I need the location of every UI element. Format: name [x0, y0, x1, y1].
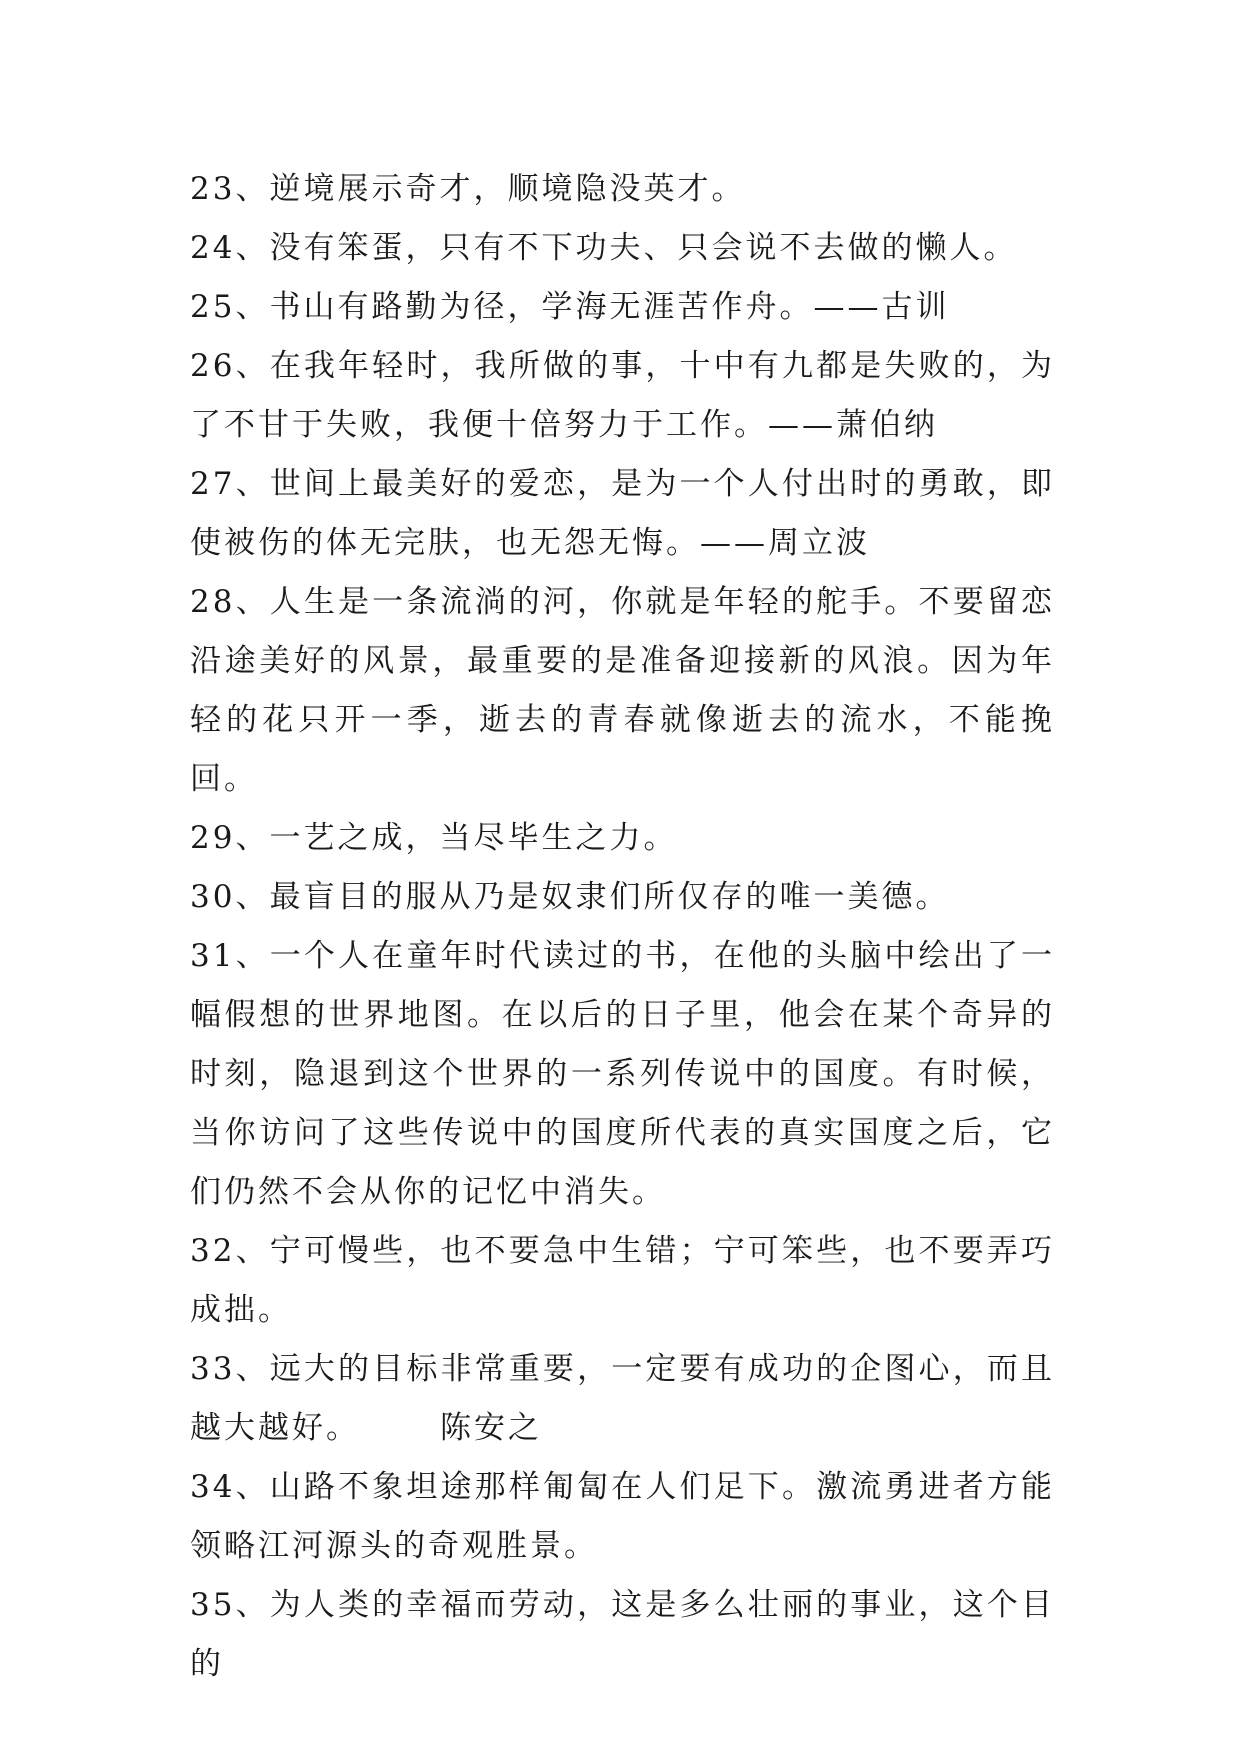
quote-32: 32、宁可慢些，也不要急中生错；宁可笨些，也不要弄巧成拙。	[190, 1233, 1055, 1328]
quote-25: 25、书山有路勤为径，学海无涯苦作舟。——古训	[190, 289, 950, 325]
quote-35: 35、为人类的幸福而劳动，这是多么壮丽的事业，这个目的	[190, 1587, 1055, 1682]
quote-33-author: 陈安之	[440, 1410, 542, 1446]
quote-28: 28、人生是一条流淌的河，你就是年轻的舵手。不要留恋沿途美好的风景，最重要的是准备迎接新的风浪。因为年轻的花只开一季，逝去的青春就像逝去的流水，不能挽回。	[190, 584, 1055, 797]
quote-34: 34、山路不象坦途那样匍匐在人们足下。激流勇进者方能领略江河源头的奇观胜景。	[190, 1469, 1055, 1564]
quote-list	[190, 160, 1055, 1694]
quote-23: 23、逆境展示奇才，顺境隐没英才。	[190, 171, 746, 207]
quote-29: 29、一艺之成，当尽毕生之力。	[190, 820, 678, 856]
quote-27: 27、世间上最美好的爱恋，是为一个人付出时的勇敢，即使被伤的体无完肤，也无怨无悔。——周立波	[190, 466, 1055, 561]
quote-33-text: 33、远大的目标非常重要，一定要有成功的企图心，而且越大越好。	[190, 1351, 1055, 1446]
quote-33	[190, 1340, 1055, 1458]
quote-26: 26、在我年轻时，我所做的事，十中有九都是失败的，为了不甘于失败，我便十倍努力于工作。——萧伯纳	[190, 348, 1055, 443]
quote-30: 30、最盲目的服从乃是奴隶们所仅存的唯一美德。	[190, 879, 950, 915]
quote-31: 31、一个人在童年时代读过的书，在他的头脑中绘出了一幅假想的世界地图。在以后的日子里，他会在某个奇异的时刻，隐退到这个世界的一系列传说中的国度。有时候，当你访问了这些传说中的国度所代表的真实国度之后，它们仍然不会从你的记忆中消失。	[190, 938, 1055, 1210]
quote-24: 24、没有笨蛋，只有不下功夫、只会说不去做的懒人。	[190, 230, 1018, 266]
